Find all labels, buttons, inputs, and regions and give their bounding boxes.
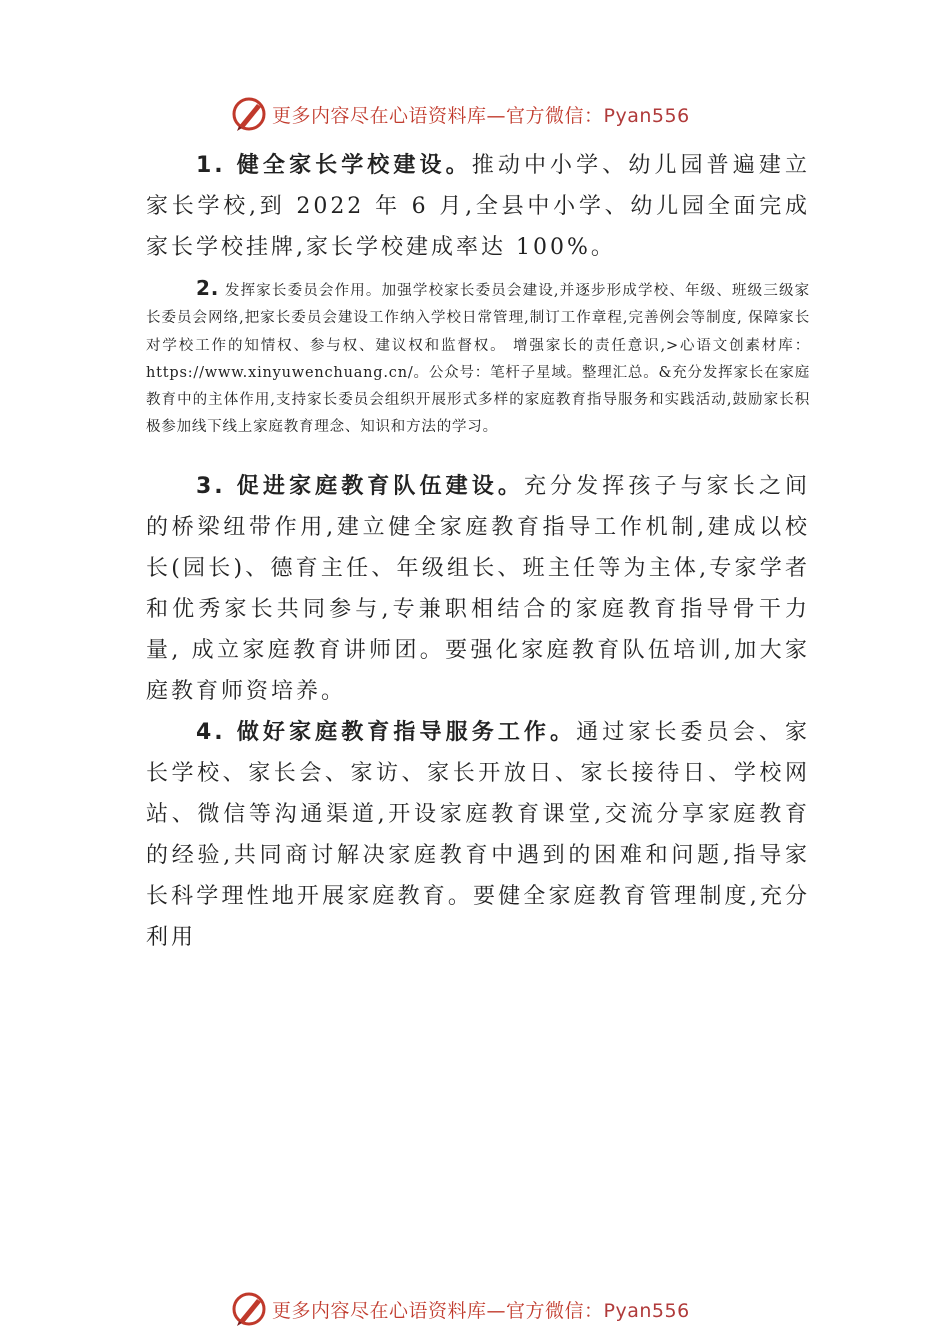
paragraph-number: 2.	[196, 276, 220, 300]
paragraph-2	[146, 275, 810, 442]
banner-text: 更多内容尽在心语资料库—官方微信：Pyan556	[272, 104, 690, 127]
paragraph-number: 3.	[196, 474, 226, 499]
paragraph-number: 4.	[196, 720, 226, 745]
paragraph-heading: 促进家庭教育队伍建设。	[236, 473, 524, 499]
paragraph-4	[146, 712, 810, 958]
paragraph-heading: 做好家庭教育指导服务工作。	[236, 719, 577, 745]
paragraph-body: 推动中小学、幼儿园普遍建立家长学校,到 2022 年 6 月,全县中小学、幼儿园全面完成家长学校挂牌,家长学校建成率达 100%。	[146, 153, 810, 260]
paragraph-body: 充分发挥孩子与家长之间的桥梁纽带作用,建立健全家庭教育指导工作机制,建成以校长(园长)、德育主任、年级组长、班主任等为主体,专家学者和优秀家长共同参与,专兼职相结合的家庭教育指导骨干力量, 成立家庭教育讲师团。要强化家庭教育队伍培训,加大家庭教育师资培养。	[146, 474, 810, 704]
paragraph-body: 发挥家长委员会作用。加强学校家长委员会建设,并逐步形成学校、年级、班级三级家长委员会网络,把家长委员会建设工作纳入学校日常管理,制订工作章程,完善例会等制度, 保障家长对学校工作的知情权、参与权、建议权和监督权。 增强家长的责任意识,>心语文创素材库：https://www.xinyuwenchuang.cn/。公众号：笔杆子星域。整理汇总。&充分发挥家长在家庭教育中的主体作用,支持家长委员会组织开展形式多样的家庭教育指导服务和实践活动,鼓励家长积极参加线下线上家庭教育理念、知识和方法的学习。	[146, 283, 810, 436]
banner-text: 更多内容尽在心语资料库—官方微信：Pyan556	[272, 1299, 690, 1322]
paragraph-body: 通过家长委员会、家长学校、家长会、家访、家长开放日、家长接待日、学校网站、微信等沟通渠道,开设家庭教育课堂,交流分享家庭教育的经验,共同商讨解决家庭教育中遇到的困难和问题,指导家长科学理性地开展家庭教育。要健全家庭教育管理制度,充分利用	[146, 720, 810, 950]
header-watermark-banner	[230, 94, 750, 134]
wechat-id: Pyan556	[603, 104, 690, 127]
paragraph-heading: 健全家长学校建设。	[236, 152, 472, 178]
pen-logo-icon	[230, 1290, 268, 1328]
wechat-id: Pyan556	[603, 1299, 690, 1322]
pen-logo-icon	[230, 95, 268, 133]
footer-watermark-banner	[230, 1289, 750, 1329]
paragraph-3	[146, 466, 810, 712]
paragraph-1	[146, 145, 810, 268]
paragraph-number: 1.	[196, 153, 226, 178]
